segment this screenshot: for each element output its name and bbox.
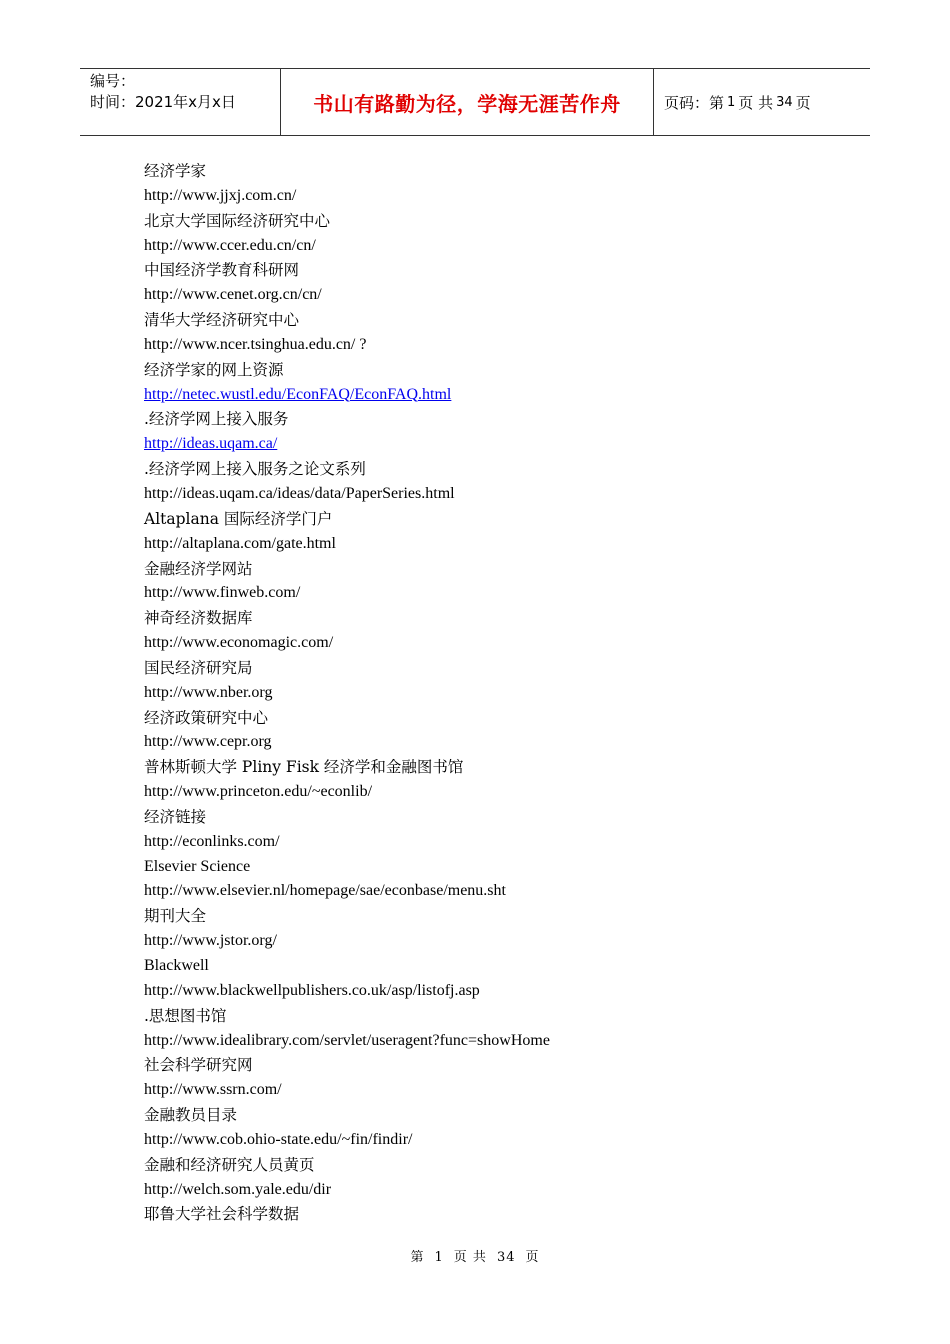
site-title: 中国经济学教育科研网 — [144, 261, 300, 280]
page-mid: 页 共 — [738, 93, 774, 112]
site-title: 金融经济学网站 — [144, 559, 253, 578]
site-title: 普林斯顿大学 Pliny Fisk 经济学和金融图书馆 — [144, 758, 464, 777]
site-url: http://www.nber.org — [144, 683, 273, 701]
site-title: .经济学网上接入服务之论文系列 — [144, 460, 366, 479]
site-title: 经济政策研究中心 — [144, 708, 269, 727]
site-url: http://www.finweb.com/ — [144, 584, 301, 602]
site-url: http://ideas.uqam.ca/ideas/data/PaperSeries.html — [144, 484, 455, 502]
site-url: http://www.economagic.com/ — [144, 634, 334, 652]
site-url: http://www.idealibrary.com/servlet/useragent?func=showHome — [144, 1031, 550, 1049]
header-meta — [80, 69, 281, 135]
site-url: http://www.ncer.tsinghua.edu.cn/ ? — [144, 335, 367, 353]
footer-prefix: 第 — [410, 1250, 425, 1265]
site-title: 清华大学经济研究中心 — [144, 311, 300, 330]
site-title: 国民经济研究局 — [144, 658, 253, 677]
site-title: .思想图书馆 — [144, 1006, 227, 1025]
site-title: 北京大学国际经济研究中心 — [144, 211, 331, 230]
site-title: .经济学网上接入服务 — [144, 410, 289, 429]
hyperlink[interactable]: http://netec.wustl.edu/EconFAQ/EconFAQ.html — [144, 385, 452, 403]
footer-current: 1 — [434, 1250, 444, 1265]
site-url: http://www.cob.ohio-state.edu/~fin/findir/ — [144, 1130, 413, 1148]
site-url: http://www.jjxj.com.cn/ — [144, 186, 297, 204]
site-title: Altaplana 国际经济学门户 — [144, 509, 333, 528]
site-url: http://welch.som.yale.edu/dir — [144, 1180, 332, 1198]
site-title: 经济学家 — [144, 162, 207, 180]
site-title: 经济链接 — [144, 807, 207, 826]
site-url: http://econlinks.com/ — [144, 832, 280, 850]
site-url: http://www.cepr.org — [144, 733, 272, 751]
header-motto: 书山有路勤为径，学海无涯苦作舟 — [281, 69, 654, 135]
document-header — [80, 68, 870, 136]
number-label: 编号： — [90, 72, 136, 90]
site-title: 期刊大全 — [144, 907, 207, 926]
footer-total: 34 — [496, 1250, 516, 1265]
site-url: Blackwell — [144, 957, 209, 974]
site-title: 神奇经济数据库 — [144, 609, 253, 628]
site-title: 社会科学研究网 — [144, 1056, 253, 1075]
time-label: 时间：2021年x月x日 — [90, 93, 236, 111]
site-title: 金融和经济研究人员黄页 — [144, 1155, 315, 1174]
page-current: 1 — [727, 94, 736, 110]
site-url: Elsevier Science — [144, 857, 251, 875]
page-total: 34 — [776, 94, 793, 110]
header-page-info — [654, 69, 870, 135]
footer-mid: 页 共 — [453, 1250, 487, 1265]
page-footer — [0, 1246, 950, 1265]
site-url: http://www.princeton.edu/~econlib/ — [144, 783, 373, 801]
link-list — [144, 159, 844, 1227]
page-prefix: 页码：第 — [664, 93, 725, 112]
site-title: 经济学家的网上资源 — [144, 360, 284, 379]
page-suffix: 页 — [795, 93, 811, 112]
site-url: http://www.elsevier.nl/homepage/sae/econbase/menu.sht — [144, 882, 506, 900]
site-url: http://www.jstor.org/ — [144, 932, 277, 950]
site-url: http://www.cenet.org.cn/cn/ — [144, 286, 322, 304]
site-url: http://altaplana.com/gate.html — [144, 534, 336, 552]
site-url: http://www.ssrn.com/ — [144, 1081, 282, 1099]
site-title: 耶鲁大学社会科学数据 — [144, 1205, 300, 1224]
site-url: http://www.ccer.edu.cn/cn/ — [144, 236, 316, 254]
footer-suffix: 页 — [525, 1250, 540, 1265]
site-title: 金融教员目录 — [144, 1106, 238, 1125]
site-url: http://www.blackwellpublishers.co.uk/asp/listofj.asp — [144, 981, 480, 999]
hyperlink[interactable]: http://ideas.uqam.ca/ — [144, 435, 278, 453]
